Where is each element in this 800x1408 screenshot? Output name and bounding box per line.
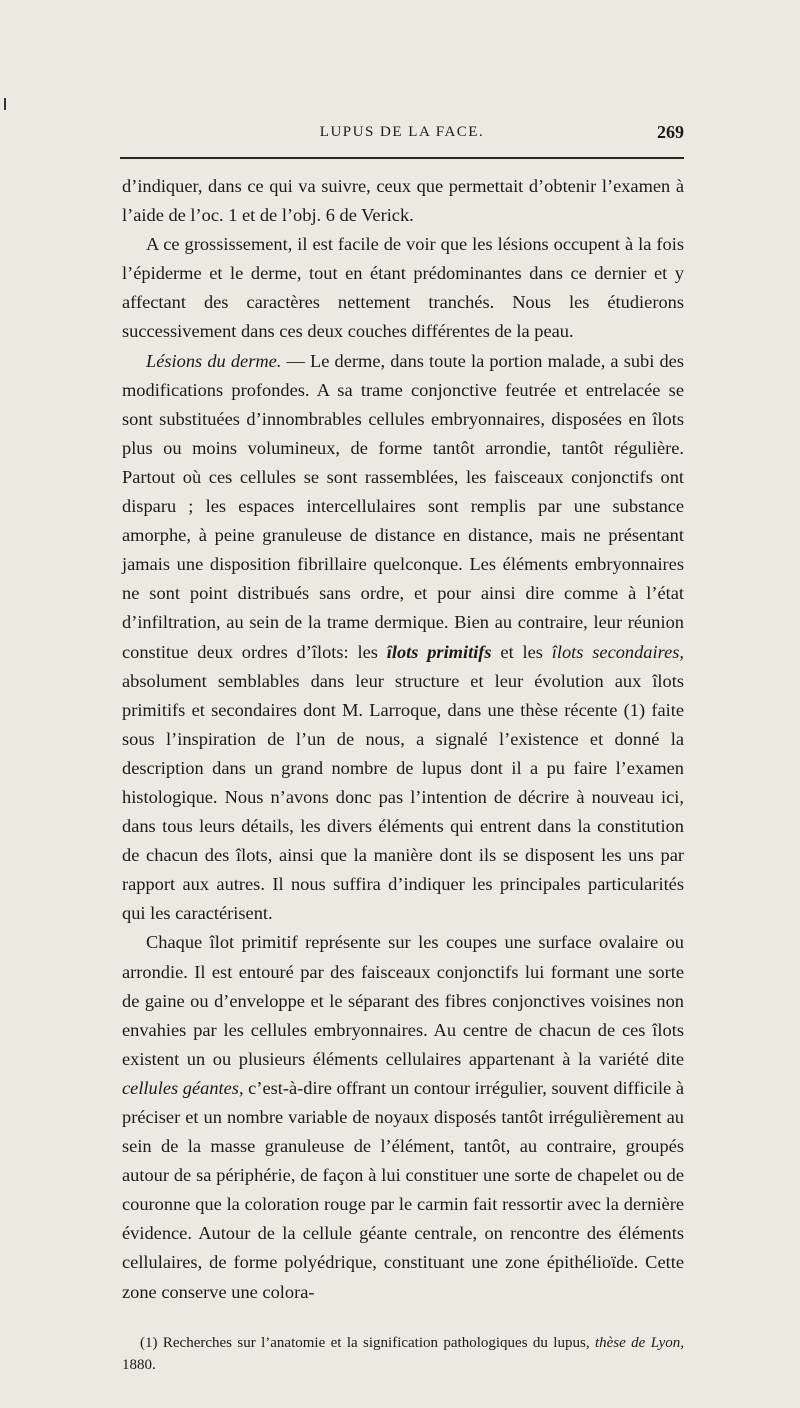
italic-text: îlots secondaires, — [551, 641, 685, 662]
header-rule — [120, 157, 684, 159]
italic-text: cellules géantes, — [122, 1077, 244, 1098]
margin-mark — [4, 98, 6, 110]
italic-text: thèse de Lyon, — [594, 1335, 684, 1351]
paragraph-p2 — [122, 230, 684, 346]
bold-italic-text: îlots primitifs — [386, 641, 492, 662]
text-run: (1) Recherches sur l’anatomie et la signification pathologiques du lupus, — [140, 1335, 595, 1351]
text-run: 1880. — [122, 1357, 156, 1373]
text-run: absolument semblables dans leur structure et leur évolution aux îlots primitifs et secondaires dont M. Larroque, dans une thèse récente (1) faite sous l’inspiration de l’un de nous, a signalé l’existence et donné la description dans un grand nombre de lupus dont il a pu faire l’examen histologique. Nous n’avons donc pas l’intention de décrire à nouveau ici, dans tous leurs détails, les divers éléments qui entrent dans la constitution de chacun des îlots, ainsi que la manière dont ils se disposent les uns par rapport aux autres. Il nous suffira d’indiquer les principales particularités qui les caractérisent. — [122, 670, 684, 924]
footnote — [122, 1332, 684, 1376]
page-header — [120, 118, 684, 146]
body-text — [122, 172, 684, 1307]
text-run: c’est-à-dire offrant un contour irrégulier, souvent difficile à préciser et un nombre variable de noyaux disposés tantôt irrégulièrement au sein de la masse granuleuse de l’élément, tantôt, au contraire, groupés autour de sa périphérie, de façon à lui constituer une sorte de chapelet ou de couronne que la coloration rouge par le carmin fait ressortir avec la dernière évidence. Autour de la cellule géante centrale, on rencontre des éléments cellulaires, de forme polyédrique, constituant une zone épithélioïde. Cette zone conserve une colora- — [122, 1077, 684, 1302]
text-run: d’indiquer, dans ce qui va suivre, ceux que permettait d’obtenir l’examen à l’aide de l’oc. 1 et de l’obj. 6 de Verick. — [122, 176, 684, 226]
paragraph-p3 — [122, 347, 684, 929]
paragraph-p1 — [122, 172, 684, 230]
footnote-text — [122, 1332, 684, 1376]
text-run: A ce grossissement, il est facile de voir que les lésions occupent à la fois l’épiderme et le derme, tout en étant prédominantes dans ce dernier et y affectant des caractères nettement tranchés. Nous les étudierons successivement dans ces deux couches différentes de la peau. — [122, 234, 684, 342]
italic-text: Lésions du derme. — [146, 350, 282, 371]
page-number: 269 — [657, 122, 684, 142]
text-run: — Le derme, dans toute la portion malade, a subi des modifications profondes. A sa trame conjonctive feutrée et entrelacée se sont substituées d’innombrables cellules embryonnaires, disposées en îlots plus ou moins volumineux, de forme tantôt arrondie, tantôt régulière. Partout où ces cellules se sont rassemblées, les faisceaux conjonctifs ont disparu ; les espaces intercellulaires sont remplis par une substance amorphe, à peine granuleuse de distance en distance, mais ne présentant jamais une disposition fibrillaire quelconque. Les éléments embryonnaires ne sont point distribués sans ordre, et pour ainsi dire comme à l’état d’infiltration, au sein de la trame dermique. Bien au contraire, leur réunion constitue deux ordres d’îlots: les — [122, 350, 684, 662]
running-title: LUPUS DE LA FACE. — [319, 124, 485, 140]
paragraph-p4 — [122, 928, 684, 1306]
text-run: et les — [491, 641, 552, 662]
text-run: Chaque îlot primitif représente sur les coupes une surface ovalaire ou arrondie. Il est entouré par des faisceaux conjonctifs lui formant une sorte de gaine ou d’enveloppe et le séparant des fibres conjonctives voisines non envahies par les cellules embryonnaires. Au centre de chacun de ces îlots existent un ou plusieurs éléments cellulaires appartenant à la variété dite — [122, 932, 684, 1069]
